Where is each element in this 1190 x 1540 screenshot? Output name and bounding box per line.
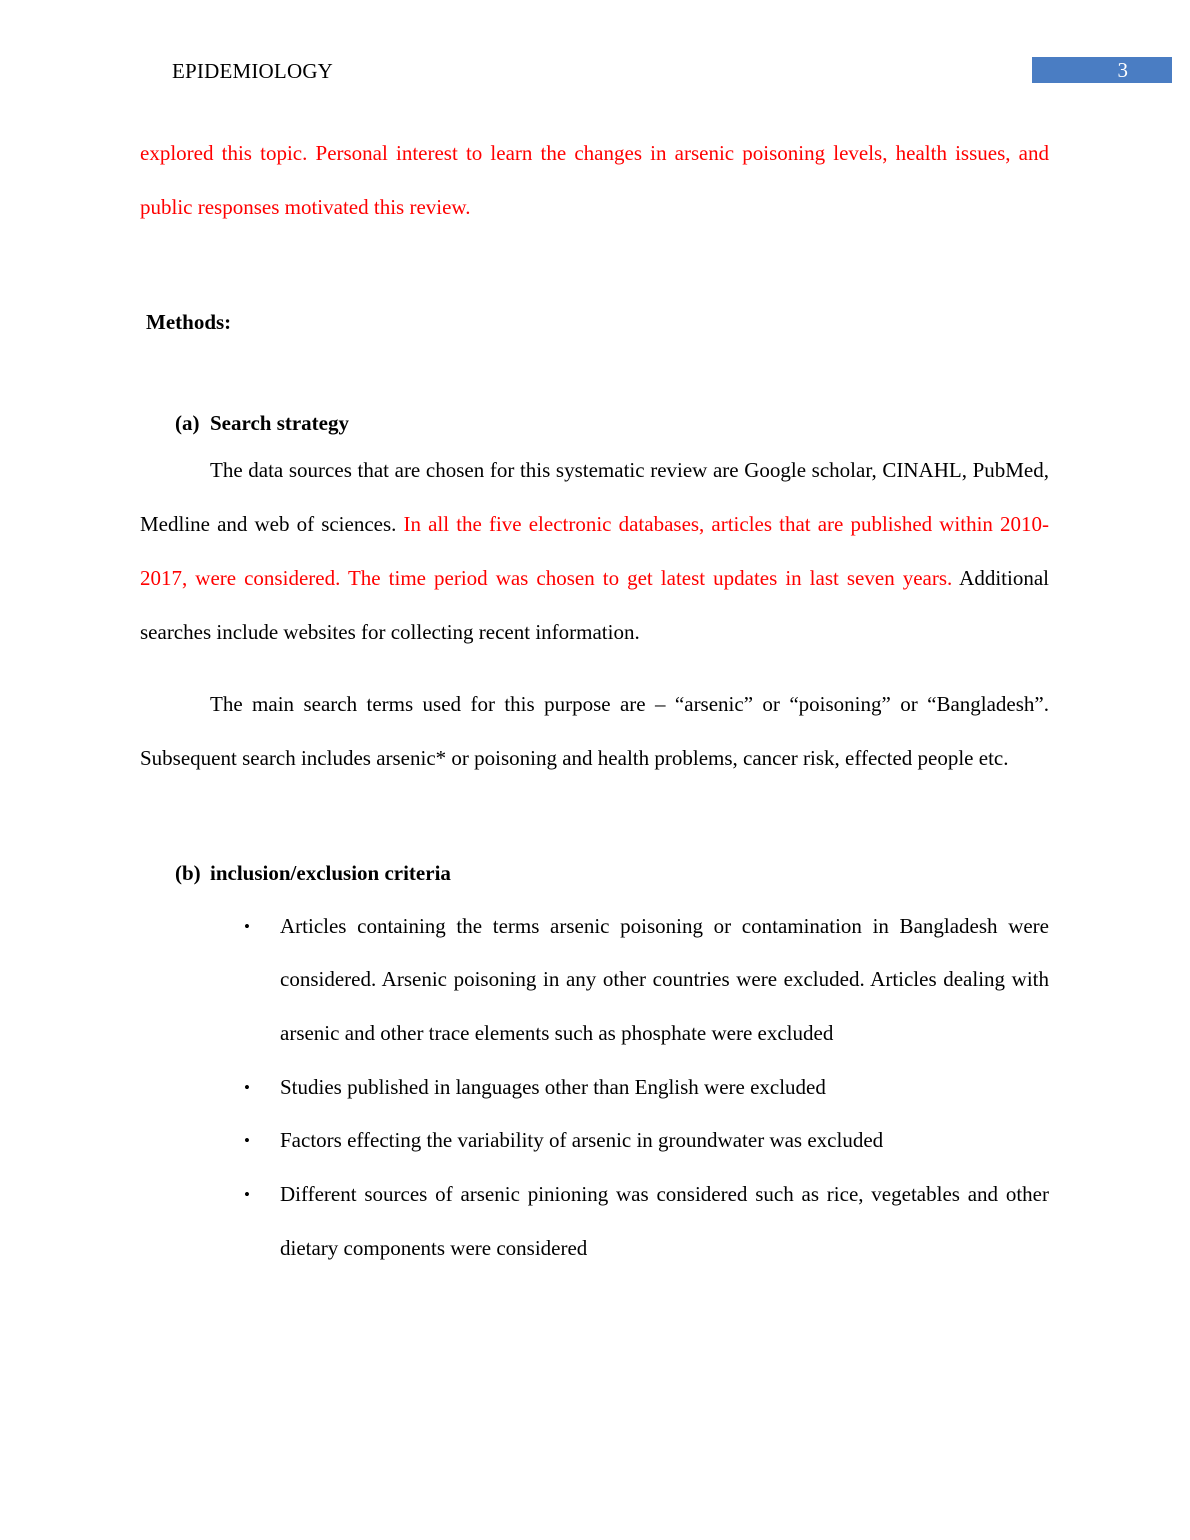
data-sources-text: The data sources that are chosen for this systematic review are Google scholar, CINAHL, PubMed, Medline and web of sciences. <box>140 458 1049 537</box>
criteria-title: inclusion/exclusion criteria <box>210 860 451 885</box>
intro-paragraph: explored this topic. Personal interest to learn the changes in arsenic poisoning levels, health issues, and public responses motivated this review. <box>140 141 1049 219</box>
list-item-text: Studies published in languages other than English were excluded <box>280 1074 826 1099</box>
bullet-icon: • <box>244 1077 250 1097</box>
bullet-icon: • <box>244 916 250 936</box>
search-strategy-heading <box>140 410 1049 436</box>
additional-searches-text: Additional searches include websites for collecting recent information. <box>140 565 1049 644</box>
list-item <box>140 1168 1049 1275</box>
databases-highlight-text: In all the five electronic databases, articles that are published within 2010-2017, were considered. The time period was chosen to get latest updates in last seven years. <box>140 512 1050 590</box>
methods-heading: Methods: <box>146 310 232 335</box>
bullet-icon: • <box>244 1185 250 1205</box>
list-item <box>140 900 1049 1061</box>
search-strategy-marker: (a) <box>175 411 200 436</box>
search-strategy-paragraph-1 <box>140 444 1049 659</box>
header-title: EPIDEMIOLOGY <box>172 59 334 83</box>
list-item <box>140 1114 1049 1168</box>
list-item-text: Articles containing the terms arsenic poisoning or contamination in Bangladesh were considered. Arsenic poisoning in any other countries were excluded. Articles dealing with arsenic and other trace elements such as phosphate were excluded <box>280 913 1049 1046</box>
search-strategy-paragraph-2: The main search terms used for this purpose are – “arsenic” or “poisoning” or “Bangladesh”. Subsequent search includes arsenic* or poisoning and health problems, cancer risk, effected people etc. <box>140 692 1049 770</box>
list-item <box>140 1061 1049 1115</box>
document-body <box>140 127 1049 1276</box>
page-number: 3 <box>1117 58 1128 82</box>
search-strategy-title: Search strategy <box>210 411 349 436</box>
criteria-list <box>140 900 1049 1276</box>
criteria-marker: (b) <box>175 860 201 885</box>
page-number-box <box>1032 57 1172 83</box>
criteria-heading <box>140 860 1049 886</box>
list-item-text: Factors effecting the variability of arsenic in groundwater was excluded <box>280 1128 884 1153</box>
list-item-text: Different sources of arsenic pinioning was considered such as rice, vegetables and other dietary components were considered <box>280 1182 1049 1260</box>
bullet-icon: • <box>244 1131 250 1151</box>
